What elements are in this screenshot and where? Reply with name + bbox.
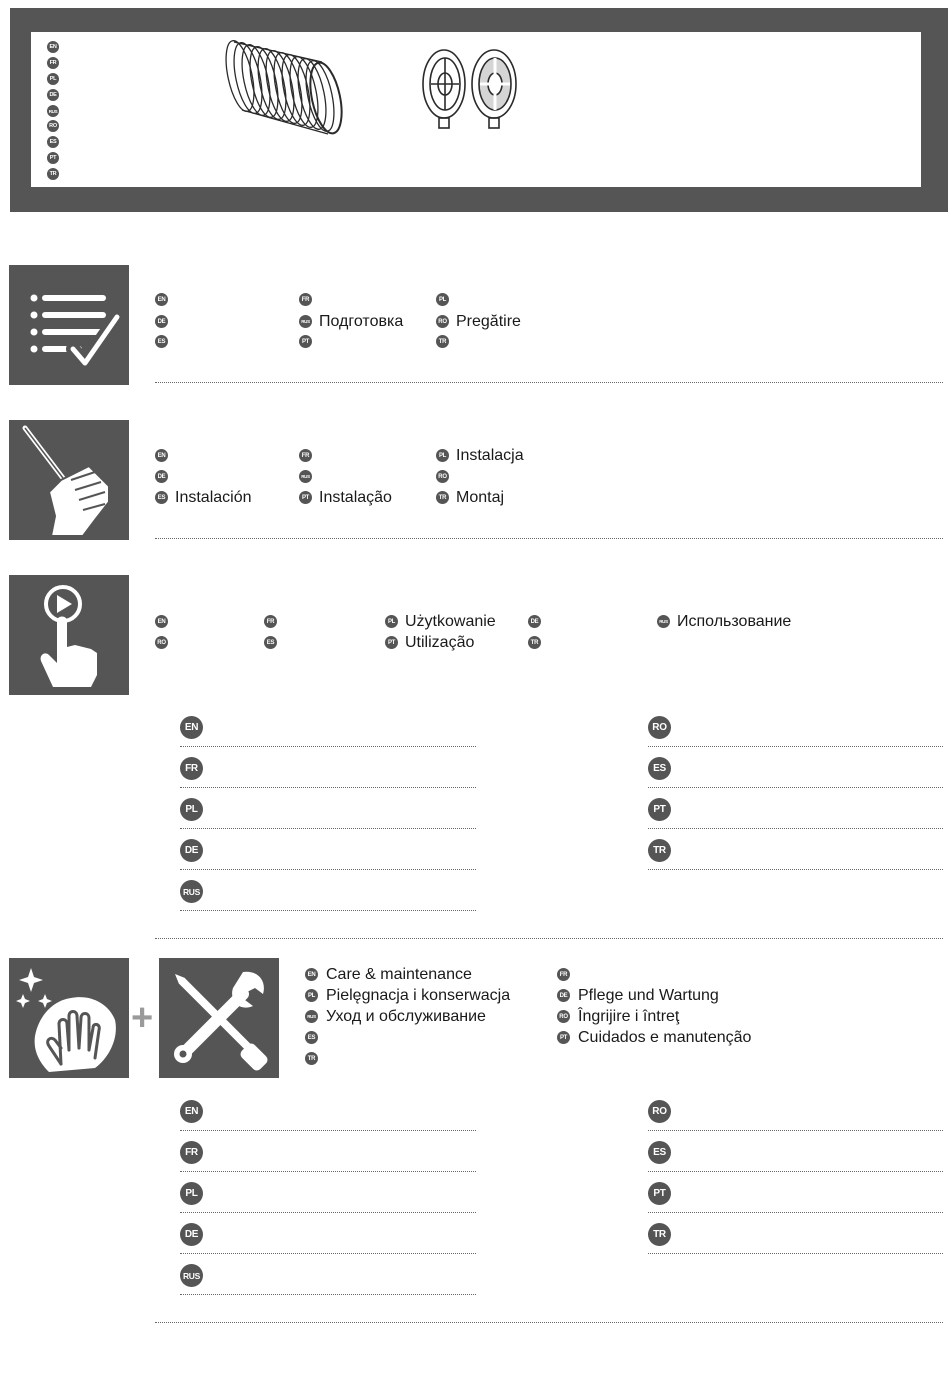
- lang-badge-pl: PL: [47, 73, 59, 85]
- care-list-badge-pt: PT: [648, 1182, 671, 1205]
- section-divider: [155, 382, 943, 383]
- text-line: [180, 787, 476, 788]
- care-label-rus: Уход и обслуживание: [326, 1008, 486, 1025]
- care-list-badge-pl: PL: [180, 1182, 203, 1205]
- screwdriver-hand-icon: [9, 420, 129, 540]
- use-label-pl: Użytkowanie: [405, 613, 496, 630]
- text-line: [648, 1253, 943, 1254]
- use-list-badge-ro: RO: [648, 716, 671, 739]
- care-label-ro: Îngrijire i întreţ: [578, 1008, 680, 1025]
- use-list-badge-tr: TR: [648, 839, 671, 862]
- lang-badge-ro: RO: [47, 120, 59, 132]
- prep-badge-fr: FR: [299, 293, 312, 306]
- lang-badge-tr: TR: [47, 168, 59, 180]
- care-badge-pl: PL: [305, 989, 318, 1002]
- care-badge-de: DE: [557, 989, 570, 1002]
- text-line: [180, 1212, 476, 1213]
- care-badge-tr: TR: [305, 1052, 318, 1065]
- text-line: [648, 746, 943, 747]
- text-line: [180, 1294, 476, 1295]
- prep-badge-tr: TR: [436, 335, 449, 348]
- inst-badge-de: DE: [155, 470, 168, 483]
- care-label-pl: Pielęgnacja i konserwacja: [326, 987, 511, 1004]
- text-line: [180, 1171, 476, 1172]
- use-badge-rus: RUS: [657, 615, 670, 628]
- touch-play-icon: [9, 575, 129, 695]
- lang-badge-de: DE: [47, 89, 59, 101]
- text-line: [648, 869, 943, 870]
- prep-badge-es: ES: [155, 335, 168, 348]
- inst-badge-tr: TR: [436, 491, 449, 504]
- care-badge-es: ES: [305, 1031, 318, 1044]
- lang-badge-pt: PT: [47, 152, 59, 164]
- plus-sign: +: [131, 997, 154, 1039]
- text-line: [648, 787, 943, 788]
- care-list-badge-rus: RUS: [180, 1264, 203, 1287]
- prep-badge-rus: RUS: [299, 315, 312, 328]
- care-list-badge-es: ES: [648, 1141, 671, 1164]
- inst-badge-es: ES: [155, 491, 168, 504]
- prep-badge-de: DE: [155, 315, 168, 328]
- care-list-badge-tr: TR: [648, 1223, 671, 1246]
- use-label-pt: Utilização: [405, 634, 475, 651]
- care-badge-fr: FR: [557, 968, 570, 981]
- text-line: [180, 1130, 476, 1131]
- use-badge-en: EN: [155, 615, 168, 628]
- use-badge-es: ES: [264, 636, 277, 649]
- care-list-badge-ro: RO: [648, 1100, 671, 1123]
- text-line: [648, 828, 943, 829]
- inst-badge-fr: FR: [299, 449, 312, 462]
- use-label-rus: Использование: [677, 613, 792, 630]
- care-badge-en: EN: [305, 968, 318, 981]
- prep-badge-pt: PT: [299, 335, 312, 348]
- lang-badge-fr: FR: [47, 57, 59, 69]
- text-line: [648, 1212, 943, 1213]
- wrench-screwdriver-icon: [159, 958, 279, 1078]
- text-line: [180, 869, 476, 870]
- inst-badge-pl: PL: [436, 449, 449, 462]
- use-badge-de: DE: [528, 615, 541, 628]
- use-list-badge-pl: PL: [180, 798, 203, 821]
- care-badge-ro: RO: [557, 1010, 570, 1023]
- inst-label-tr: Montaj: [456, 489, 505, 506]
- inst-badge-en: EN: [155, 449, 168, 462]
- text-line: [648, 1171, 943, 1172]
- section-divider: [155, 938, 943, 939]
- cleaning-cloth-icon: [9, 958, 129, 1078]
- section-divider: [155, 1322, 943, 1323]
- use-list-badge-en: EN: [180, 716, 203, 739]
- prep-badge-en: EN: [155, 293, 168, 306]
- use-badge-pl: PL: [385, 615, 398, 628]
- use-list-badge-de: DE: [180, 839, 203, 862]
- text-line: [648, 1130, 943, 1131]
- lang-badge-es: ES: [47, 136, 59, 148]
- care-label-en: Care & maintenance: [326, 966, 472, 983]
- care-badge-rus: RUS: [305, 1010, 318, 1023]
- lang-badge-en: EN: [47, 41, 59, 53]
- use-list-badge-es: ES: [648, 757, 671, 780]
- use-list-badge-rus: RUS: [180, 880, 203, 903]
- inst-badge-ro: RO: [436, 470, 449, 483]
- use-list-badge-pt: PT: [648, 798, 671, 821]
- inst-badge-pt: PT: [299, 491, 312, 504]
- inst-label-pt: Instalação: [319, 489, 392, 506]
- text-line: [180, 1253, 476, 1254]
- care-label-pt: Cuidados e manutenção: [578, 1029, 752, 1046]
- text-line: [180, 828, 476, 829]
- checklist-icon: [9, 265, 129, 385]
- care-list-badge-fr: FR: [180, 1141, 203, 1164]
- prep-label-rus: Подготовка: [319, 313, 404, 330]
- use-list-badge-fr: FR: [180, 757, 203, 780]
- text-line: [180, 910, 476, 911]
- care-label-de: Pflege und Wartung: [578, 987, 719, 1004]
- inst-badge-rus: RUS: [299, 470, 312, 483]
- use-badge-tr: TR: [528, 636, 541, 649]
- use-badge-pt: PT: [385, 636, 398, 649]
- care-badge-pt: PT: [557, 1031, 570, 1044]
- prep-badge-pl: PL: [436, 293, 449, 306]
- text-line: [180, 746, 476, 747]
- prep-label-ro: Pregătire: [456, 313, 521, 330]
- inst-label-es: Instalación: [175, 489, 252, 506]
- use-badge-ro: RO: [155, 636, 168, 649]
- care-list-badge-en: EN: [180, 1100, 203, 1123]
- flexible-duct-hose-icon: [214, 38, 348, 136]
- lang-badge-rus: RUS: [47, 105, 59, 117]
- use-badge-fr: FR: [264, 615, 277, 628]
- care-list-badge-de: DE: [180, 1223, 203, 1246]
- inst-label-pl: Instalacja: [456, 447, 524, 464]
- section-divider: [155, 538, 943, 539]
- carbon-filters-icon: [416, 46, 524, 136]
- prep-badge-ro: RO: [436, 315, 449, 328]
